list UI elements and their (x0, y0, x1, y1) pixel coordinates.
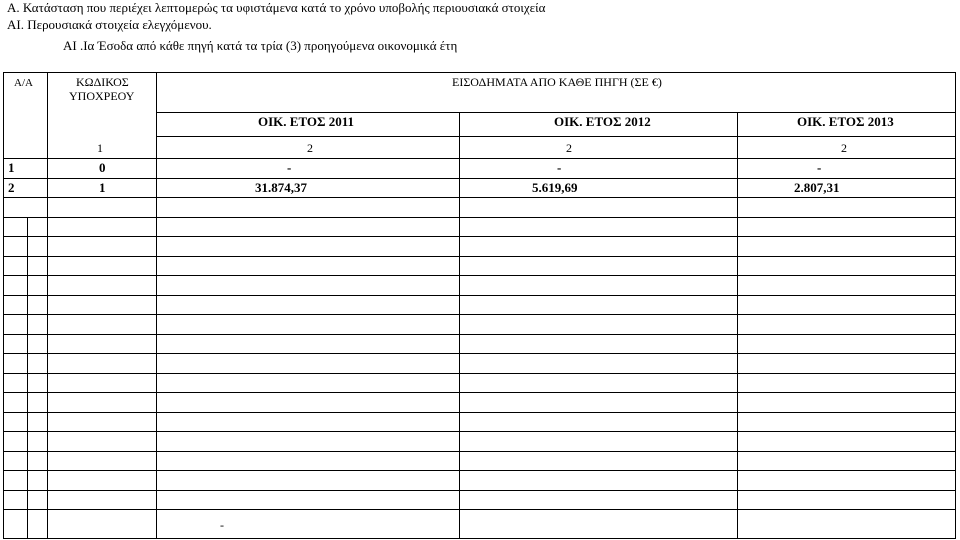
row-value-2013: - (817, 160, 822, 175)
year-header-2011: ΟΙΚ. ΕΤΟΣ 2011 (258, 114, 355, 129)
table-caption: ΑΙ .Ια Έσοδα από κάθε πηγή κατά τα τρία (3) προηγούμενα οικονομικά έτη (63, 38, 458, 53)
subsection-heading: ΑΙ. Περουσιακά στοιχεία ελεγχόμενου. (7, 17, 212, 32)
index-cell: 2 (566, 141, 572, 155)
row-code: 0 (99, 160, 106, 175)
col-header-code-line2: ΥΠΟΧΡΕΟΥ (69, 89, 135, 103)
last-row-dash: - (220, 518, 224, 532)
row-aa: 1 (8, 160, 15, 175)
col-header-code-line1: ΚΩΔΙΚΟΣ (76, 75, 129, 89)
year-header-2013: ΟΙΚ. ΕΤΟΣ 2013 (797, 114, 894, 129)
row-code: 1 (99, 180, 106, 195)
row-value-2012: - (557, 160, 562, 175)
col-header-aa: Α/Α (14, 77, 33, 89)
row-value-2013: 2.807,31 (794, 180, 840, 195)
index-cell: 1 (97, 141, 103, 155)
row-value-2012: 5.619,69 (532, 180, 578, 195)
index-cell: 2 (841, 141, 847, 155)
index-cell: 2 (307, 141, 313, 155)
year-header-2012: ΟΙΚ. ΕΤΟΣ 2012 (554, 114, 651, 129)
row-value-2011: 31.874,37 (255, 180, 307, 195)
row-aa: 2 (8, 180, 15, 195)
row-value-2011: - (287, 160, 292, 175)
col-header-income: ΕΙΣΟΔΗΜΑΤΑ ΑΠΟ ΚΑΘΕ ΠΗΓΗ (ΣΕ €) (452, 75, 662, 89)
section-heading: Α. Κατάσταση που περιέχει λεπτομερώς τα υφιστάμενα κατά το χρόνο υποβολής περιουσιακά στοιχεία (7, 0, 546, 15)
